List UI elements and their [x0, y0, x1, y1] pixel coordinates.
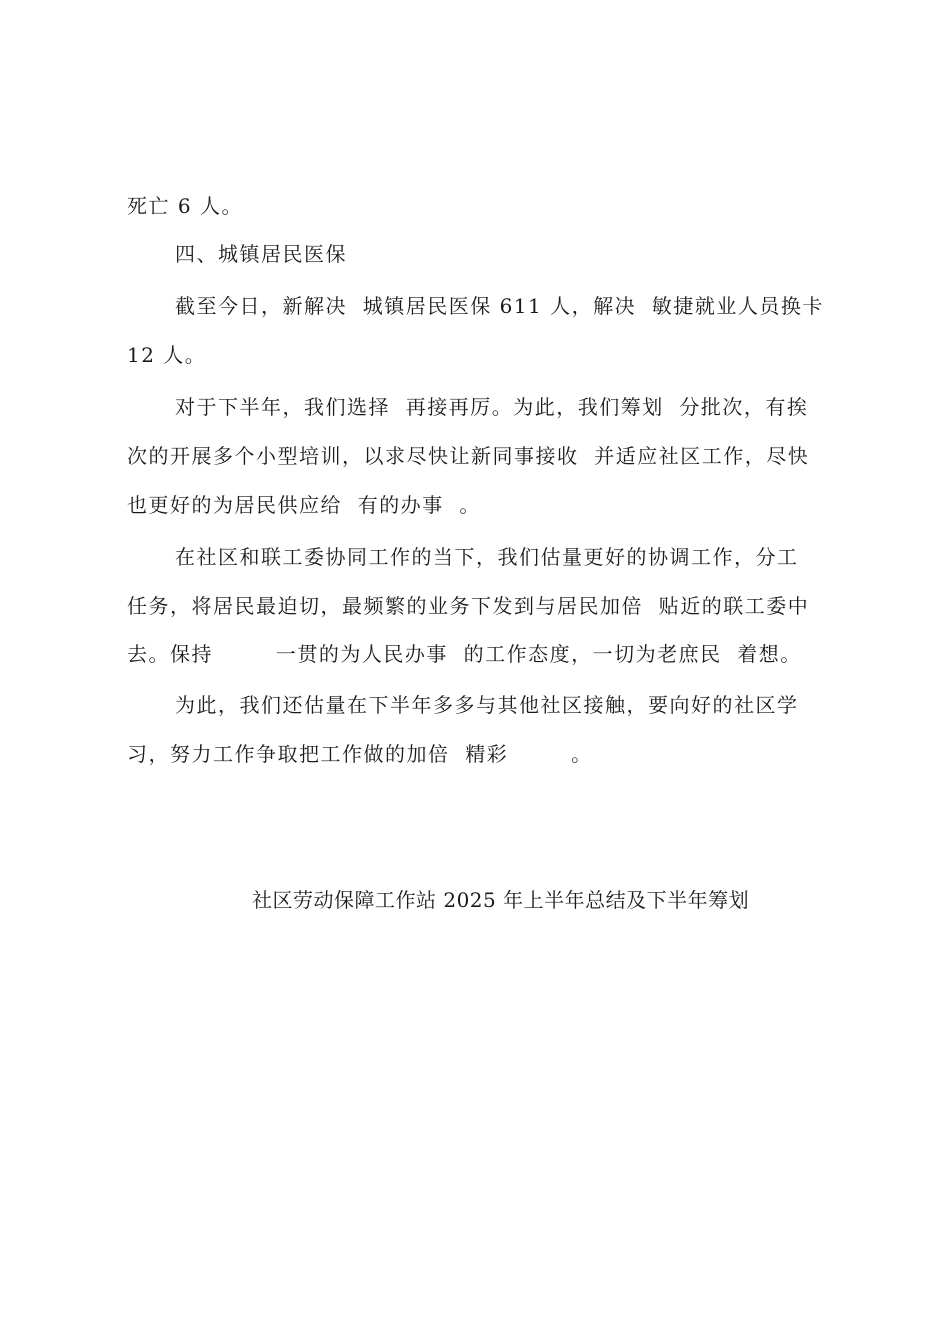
section-heading-urban-medical-insurance: 四、城镇居民医保 [175, 242, 347, 266]
text-line: 习，努力工作争取把工作做的加倍 精彩 。 [127, 742, 593, 766]
text-line: 也更好的为居民供应给 有的办事 。 [127, 493, 481, 517]
text-line-death-count: 死亡 6 人。 [127, 194, 243, 218]
text-line: 为此，我们还估量在下半年多多与其他社区接触，要向好的社区学 [175, 693, 799, 717]
text-line: 12 人。 [127, 343, 207, 367]
text-line: 次的开展多个小型培训，以求尽快让新同事接收 并适应社区工作，尽快 [127, 444, 810, 468]
text-line: 截至今日，新解决 城镇居民医保 611 人，解决 敏捷就业人员换卡 [175, 294, 824, 318]
text-line: 在社区和联工委协同工作的当下，我们估量更好的协调工作，分工 [175, 545, 799, 569]
document-title: 社区劳动保障工作站 2025 年上半年总结及下半年筹划 [252, 888, 750, 912]
text-line: 任务，将居民最迫切，最频繁的业务下发到与居民加倍 贴近的联工委中 [127, 594, 810, 618]
text-line: 去。保持 一贯的为人民办事 的工作态度，一切为老庶民 着想。 [127, 642, 802, 666]
text-line: 对于下半年，我们选择 再接再厉。为此，我们筹划 分批次，有挨 [175, 395, 809, 419]
